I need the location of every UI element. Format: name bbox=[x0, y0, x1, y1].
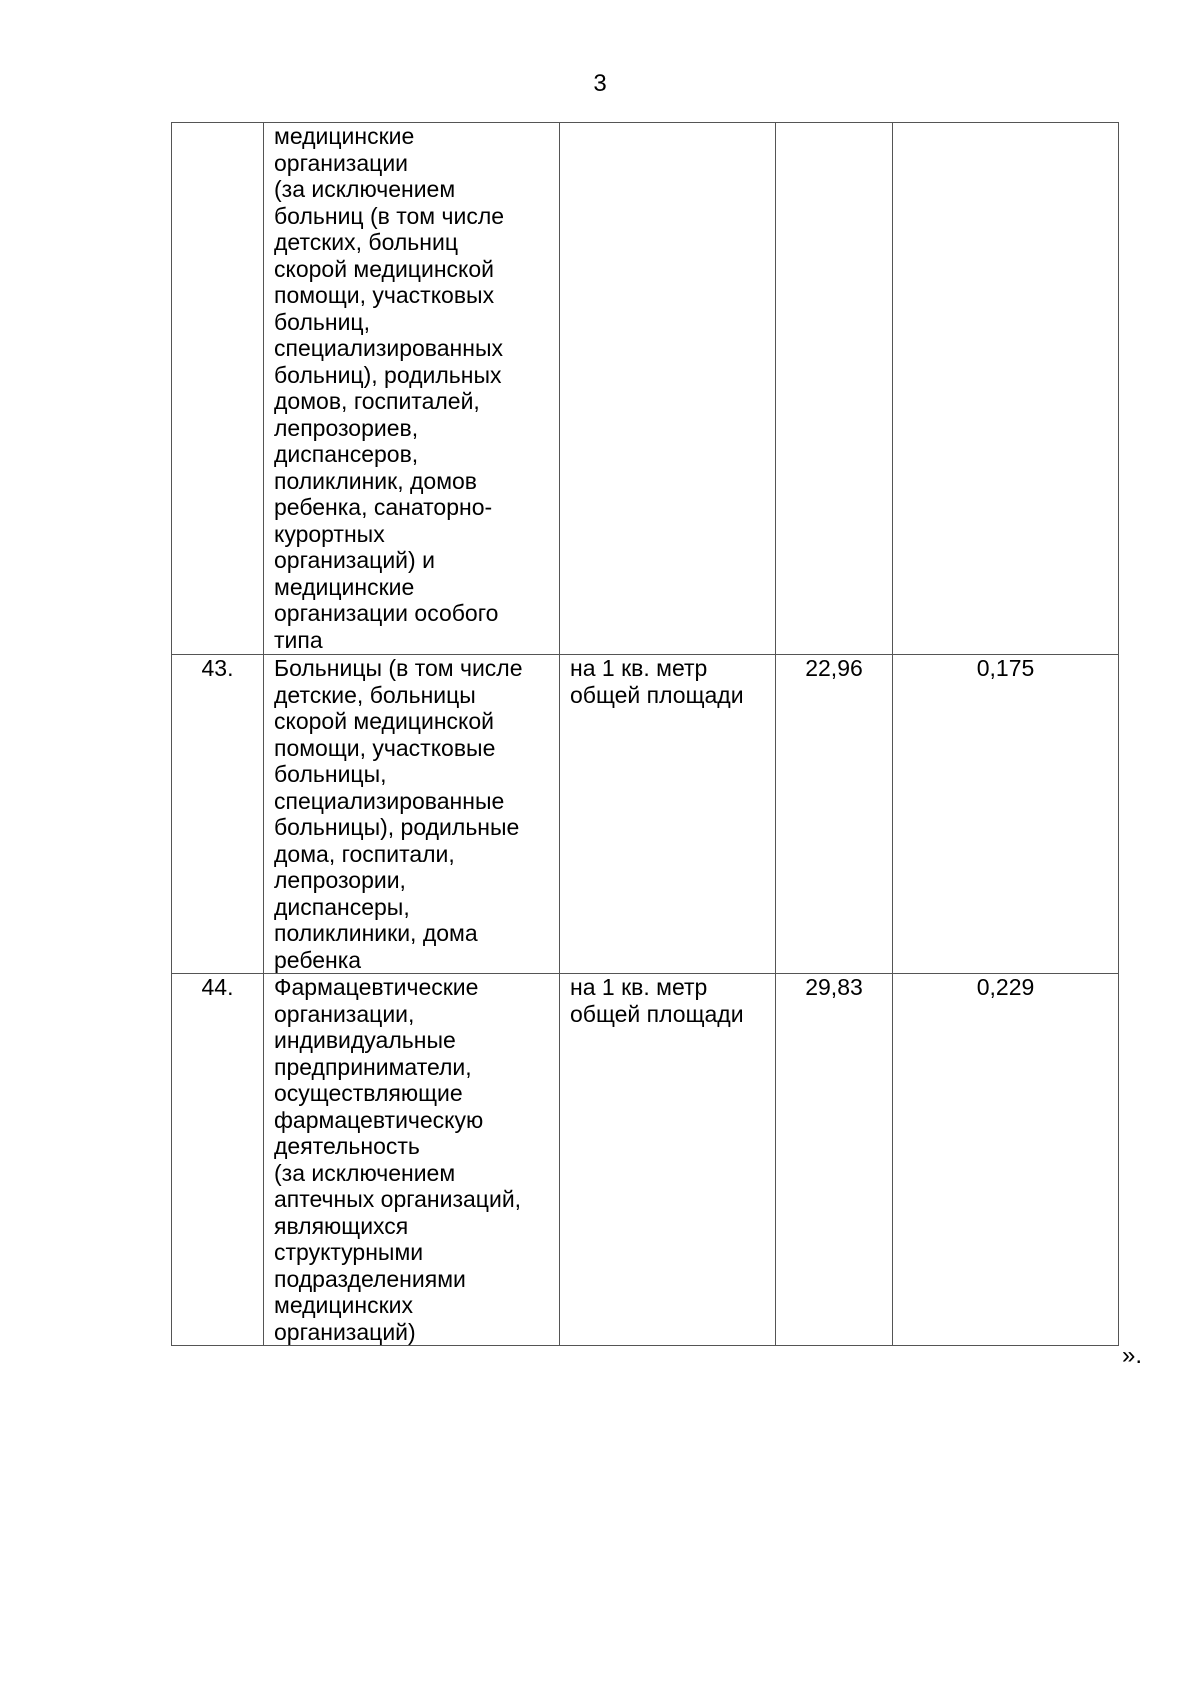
row-value-1: 29,83 bbox=[776, 974, 893, 1346]
row-unit: на 1 кв. метр общей площади bbox=[560, 655, 776, 974]
rates-table bbox=[171, 122, 1119, 1346]
row-name: Больницы (в том числе детские, больницы скорой медицинской помощи, участковые больницы, специализированные больницы), родильные дома, госпитали, лепрозории, диспансеры, поликлиники, дома ребенка bbox=[264, 655, 560, 974]
row-unit bbox=[560, 123, 776, 655]
page-number: 3 bbox=[593, 70, 607, 97]
row-name: медицинские организации (за исключением больниц (в том числе детских, больниц скорой медицинской помощи, участковых больниц, специализированных больниц), родильных домов, госпиталей, лепрозориев, диспансеров, поликлиник, домов ребенка, санаторно- курортных организаций) и медицинские организации особого типа bbox=[264, 123, 560, 655]
row-number bbox=[172, 123, 264, 655]
table-row bbox=[172, 123, 1119, 655]
closing-quote: ». bbox=[1122, 1342, 1143, 1369]
row-name: Фармацевтические организации, индивидуальные предприниматели, осуществляющие фармацевтическую деятельность (за исключением аптечных организаций, являющихся структурными подразделениями медицинских организаций) bbox=[264, 974, 560, 1346]
table-row bbox=[172, 974, 1119, 1346]
row-value-2: 0,229 bbox=[893, 974, 1119, 1346]
row-number: 43. bbox=[172, 655, 264, 974]
row-unit: на 1 кв. метр общей площади bbox=[560, 974, 776, 1346]
row-value-2: 0,175 bbox=[893, 655, 1119, 974]
table-row bbox=[172, 655, 1119, 974]
row-value-1 bbox=[776, 123, 893, 655]
row-value-2 bbox=[893, 123, 1119, 655]
row-number: 44. bbox=[172, 974, 264, 1346]
row-value-1: 22,96 bbox=[776, 655, 893, 974]
